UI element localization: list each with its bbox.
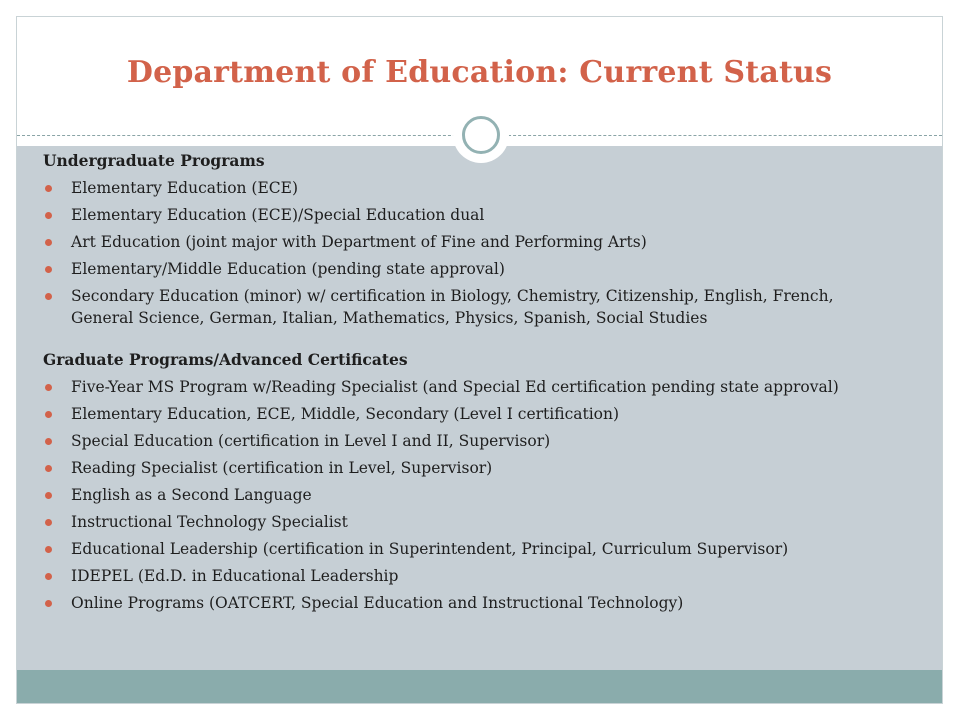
list-item: [43, 457, 893, 479]
graduate-heading: Graduate Programs/Advanced Certificates: [43, 350, 408, 369]
list-item-text: Instructional Technology Specialist: [71, 513, 348, 531]
dot-bullet-icon: [45, 266, 52, 273]
list-item-text: Secondary Education (minor) w/ certification in Biology, Chemistry, Citizenship, English, French, General Science, German, Italian, Mathematics, Physics, Spanish, Social Studies: [71, 287, 834, 327]
dot-bullet-icon: [45, 185, 52, 192]
dot-bullet-icon: [45, 438, 52, 445]
list-item: [43, 484, 893, 506]
list-item: [43, 231, 893, 253]
list-item-text: Art Education (joint major with Department of Fine and Performing Arts): [71, 233, 647, 251]
list-item-text: IDEPEL (Ed.D. in Educational Leadership: [71, 567, 399, 585]
dot-bullet-icon: [45, 293, 52, 300]
dot-bullet-icon: [45, 384, 52, 391]
list-item-text: Elementary Education (ECE)/Special Education dual: [71, 206, 485, 224]
undergraduate-list: [43, 177, 893, 329]
list-item: [43, 538, 893, 560]
list-item: [43, 565, 893, 587]
list-item: [43, 403, 893, 425]
list-item-text: Elementary Education (ECE): [71, 179, 299, 197]
list-item: [43, 285, 893, 329]
list-item: [43, 511, 893, 533]
list-item-text: Reading Specialist (certification in Level, Supervisor): [71, 459, 493, 477]
footer-band: [17, 670, 942, 703]
dot-bullet-icon: [45, 239, 52, 246]
dot-bullet-icon: [45, 573, 52, 580]
dot-bullet-icon: [45, 411, 52, 418]
slide-title: Department of Education: Current Status: [126, 55, 833, 90]
list-item-text: Elementary Education, ECE, Middle, Secondary (Level I certification): [71, 405, 620, 423]
list-item: [43, 258, 893, 280]
list-item: [43, 592, 893, 614]
list-item-text: Five-Year MS Program w/Reading Specialist (and Special Ed certification pending state approval): [71, 378, 839, 396]
dot-bullet-icon: [45, 519, 52, 526]
list-item: [43, 177, 893, 199]
dot-bullet-icon: [45, 212, 52, 219]
graduate-list: [43, 376, 893, 614]
list-item-text: Educational Leadership (certification in Superintendent, Principal, Curriculum Supervisor): [71, 540, 789, 558]
dot-bullet-icon: [45, 600, 52, 607]
dot-bullet-icon: [45, 546, 52, 553]
list-item-text: Special Education (certification in Level I and II, Supervisor): [71, 432, 551, 450]
list-item: [43, 430, 893, 452]
list-item-text: Elementary/Middle Education (pending state approval): [71, 260, 505, 278]
list-item: [43, 376, 893, 398]
dot-bullet-icon: [45, 492, 52, 499]
dot-bullet-icon: [45, 465, 52, 472]
list-item-text: Online Programs (OATCERT, Special Education and Instructional Technology): [71, 594, 684, 612]
list-item: [43, 204, 893, 226]
undergraduate-heading: Undergraduate Programs: [43, 151, 265, 170]
circle-ring-inner: [462, 116, 500, 154]
list-item-text: English as a Second Language: [71, 486, 312, 504]
slide-content: [43, 150, 893, 619]
